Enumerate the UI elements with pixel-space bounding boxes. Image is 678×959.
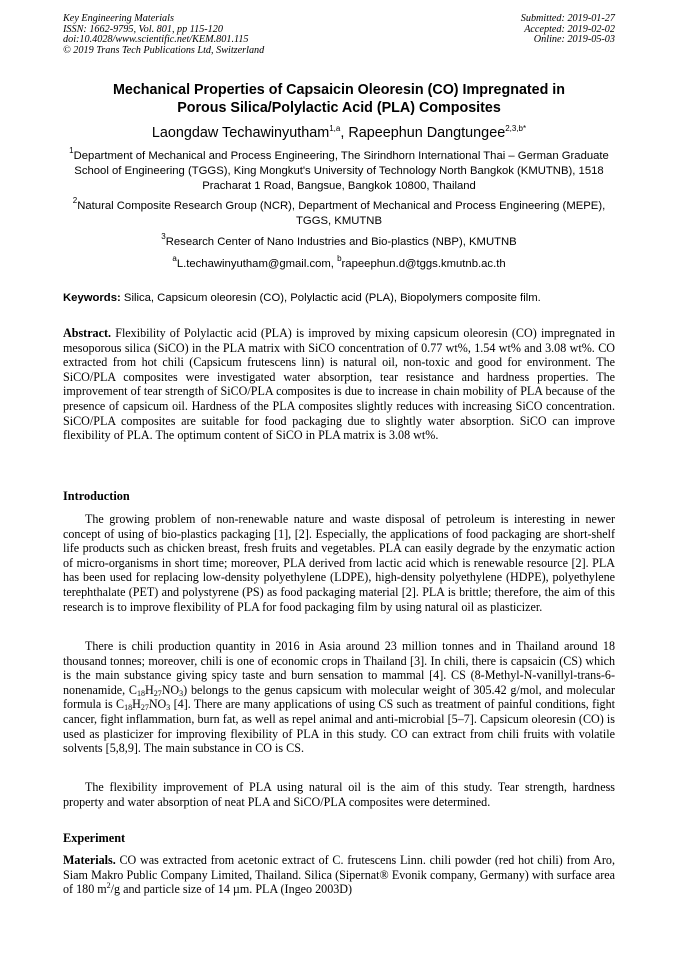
superscript: 2: [106, 881, 111, 891]
affiliation-3: [63, 232, 615, 250]
journal-doi[interactable]: doi:10.4028/www.scientific.net/KEM.801.115: [63, 34, 249, 46]
text-run: There is chili production quantity in 2016 in Asia around 23 million tonnes and in Thailand around 18 thousand tonnes; moreover, chili is one of economic crops in Thailand [3]. In chili, there is capsaicin (CS) which is the main substance giving spicy taste and burn sensation to mammal [4]. CS (8-Methyl-N-vanillyl-trans-6-nonenamide, C: [63, 639, 615, 697]
author-separator: ,: [340, 125, 349, 141]
keywords: [63, 291, 615, 306]
subscript: 3: [179, 688, 184, 698]
journal-issn: ISSN: 1662-9795, Vol. 801, pp 115-120: [63, 23, 223, 35]
abstract-label: Abstract.: [63, 326, 112, 340]
section-heading-experiment: Experiment: [63, 831, 126, 845]
abstract-text: Flexibility of Polylactic acid (PLA) is improved by mixing capsicum oleoresin (CO) impregnated in mesoporous silica (SiCO) in the PLA matrix with SiCO concentration of 0.77 wt%, 1.54 wt% and 3.08 wt%. CO extracted from hot chili (Capsicum frutescens linn) is natural oil, non-toxic and good for environment. The SiCO/PLA composites were investigated water absorption, tear resistance and hardness properties. The improvement of tear strength of SiCO/PLA composites is due to increase in chain mobility of PLA because of the presence of capsicum oil. Hardness of the PLA composites slightly reduces with increasing SiCO concentration. SiCO/PLA composites are suitable for food packaging due to slightly water absorption. SiCO can improve flexibility of PLA. The optimum content of SiCO in PLA matrix is 3.08 wt%.: [63, 326, 615, 443]
affiliation-1: [63, 146, 615, 195]
email-b-marker: b: [337, 254, 342, 263]
text-run: H: [144, 682, 154, 697]
text-run: /g and particle size of 14 µm. PLA (Ingeo 2003D): [110, 882, 353, 897]
journal-header: [63, 14, 264, 56]
keywords-text: Silica, Capsicum oleoresin (CO), Polylactic acid (PLA), Biopolymers composite film.: [120, 292, 541, 304]
online-date: Online: 2019-05-03: [533, 34, 615, 46]
email-a-marker: a: [172, 254, 177, 263]
abstract: [63, 326, 615, 443]
author-list: [63, 124, 615, 142]
paper-title: [63, 81, 615, 117]
affiliation-2: [63, 196, 615, 229]
journal-copyright: © 2019 Trans Tech Publications Ltd, Switzerland: [63, 44, 265, 56]
intro-paragraph-1: The growing problem of non-renewable nature and waste disposal of petroleum is interesting in newer concept of using of bio-plastics packaging [1], [2]. Especially, the applications of food packaging are short-shelf life products such as chicken breast, fresh fruits and vegetables. PLA can easily degrade by the enzymatic action of micro-organisms in short time; moreover, PLA derived from lactic acid which is renewable resource [2]. PLA has been used for replacing low-density polyethylene (LDPE), high-density polyethylene (HDPE), polyethylene terephthalate (PET) and polystyrene (PS) as food packaging material [2]. PLA is brittle; therefore, the aim of this research is to improve flexibility of PLA for food packaging film by using natural oil as plasticizer.: [63, 512, 615, 614]
dates-header: [521, 14, 615, 46]
subscript: 18: [124, 703, 133, 713]
affiliation-3-text: Research Center of Nano Industries and Bio-plastics (NBP), KMUTNB: [165, 236, 517, 248]
intro-paragraph-3: The flexibility improvement of PLA using natural oil is the aim of this study. Tear strength, hardness property and water absorption of neat PLA and SiCO/PLA composites were determined.: [63, 780, 615, 809]
email-b[interactable]: rapeephun.d@tggs.kmutnb.ac.th: [341, 258, 506, 270]
title-line-2: Porous Silica/Polylactic Acid (PLA) Composites: [177, 100, 501, 116]
text-run: NO: [148, 697, 167, 712]
text-run: CO was extracted from acetonic extract of C. frutescens Linn. chili powder (red hot chili) from Aro, Siam Makro Public Company Limited, Thailand. Silica (Sipernat® Evonik company, Germany) with surface area of 180 m: [63, 853, 615, 897]
subscript: 18: [136, 688, 145, 698]
email-a[interactable]: L.techawinyutham@gmail.com,: [176, 258, 338, 270]
keywords-label: Keywords:: [63, 292, 121, 304]
text-run: H: [132, 697, 141, 712]
section-heading-introduction: Introduction: [63, 489, 130, 503]
author-1: Laongdaw Techawinyutham: [151, 125, 330, 141]
text-run: NO: [161, 682, 180, 697]
intro-paragraph-2: [63, 639, 615, 756]
author-emails: [63, 254, 615, 272]
accepted-date: Accepted: 2019-02-02: [524, 23, 615, 35]
text-run: ) belongs to the genus capsicum with molecular weight of 305.42 g/mol, and molecular formula is C: [63, 682, 615, 712]
text-run: [4]. There are many applications of using CS such as treatment of painful conditions, fight cancer, fight inflammation, burn fat, as well as repel animal and anti-microbial [5–7]. Capsicum oleoresin (CO) is used as plasticizer for improving flexibility of PLA in this study. CO can extract from chili fruits with volatile solvents [5,8,9]. The main substance in CO is CS.: [63, 697, 616, 756]
journal-name: Key Engineering Materials: [63, 13, 174, 24]
affiliation-1-text: Department of Mechanical and Process Engineering, The Sirindhorn International Thai – German Graduate School of Engineering (TGGS), King Mongkut's University of Technology North Bangkok (KMUTNB), 1518 Pracharat 1 Road, Bangsue, Bangkok 10800, Thailand: [73, 150, 609, 193]
author-1-affiliation: 1,a: [329, 124, 341, 133]
affiliation-3-marker: 3: [161, 232, 166, 241]
author-2-affiliation: 2,3,b*: [505, 124, 527, 133]
affiliation-1-marker: 1: [69, 146, 74, 155]
title-line-1: Mechanical Properties of Capsaicin Oleoresin (CO) Impregnated in: [112, 82, 566, 98]
subscript: 3: [166, 703, 171, 713]
affiliation-2-text: Natural Composite Research Group (NCR), Department of Mechanical and Process Engineering (MEPE), TGGS, KMUTNB: [77, 200, 606, 228]
materials-paragraph: [63, 853, 615, 897]
submitted-date: Submitted: 2019-01-27: [520, 13, 615, 24]
subscript: 27: [153, 688, 162, 698]
author-2: Rapeephun Dangtungee: [348, 125, 506, 141]
subscript: 27: [140, 703, 149, 713]
affiliation-2-marker: 2: [72, 196, 78, 205]
materials-label: Materials.: [63, 853, 116, 867]
